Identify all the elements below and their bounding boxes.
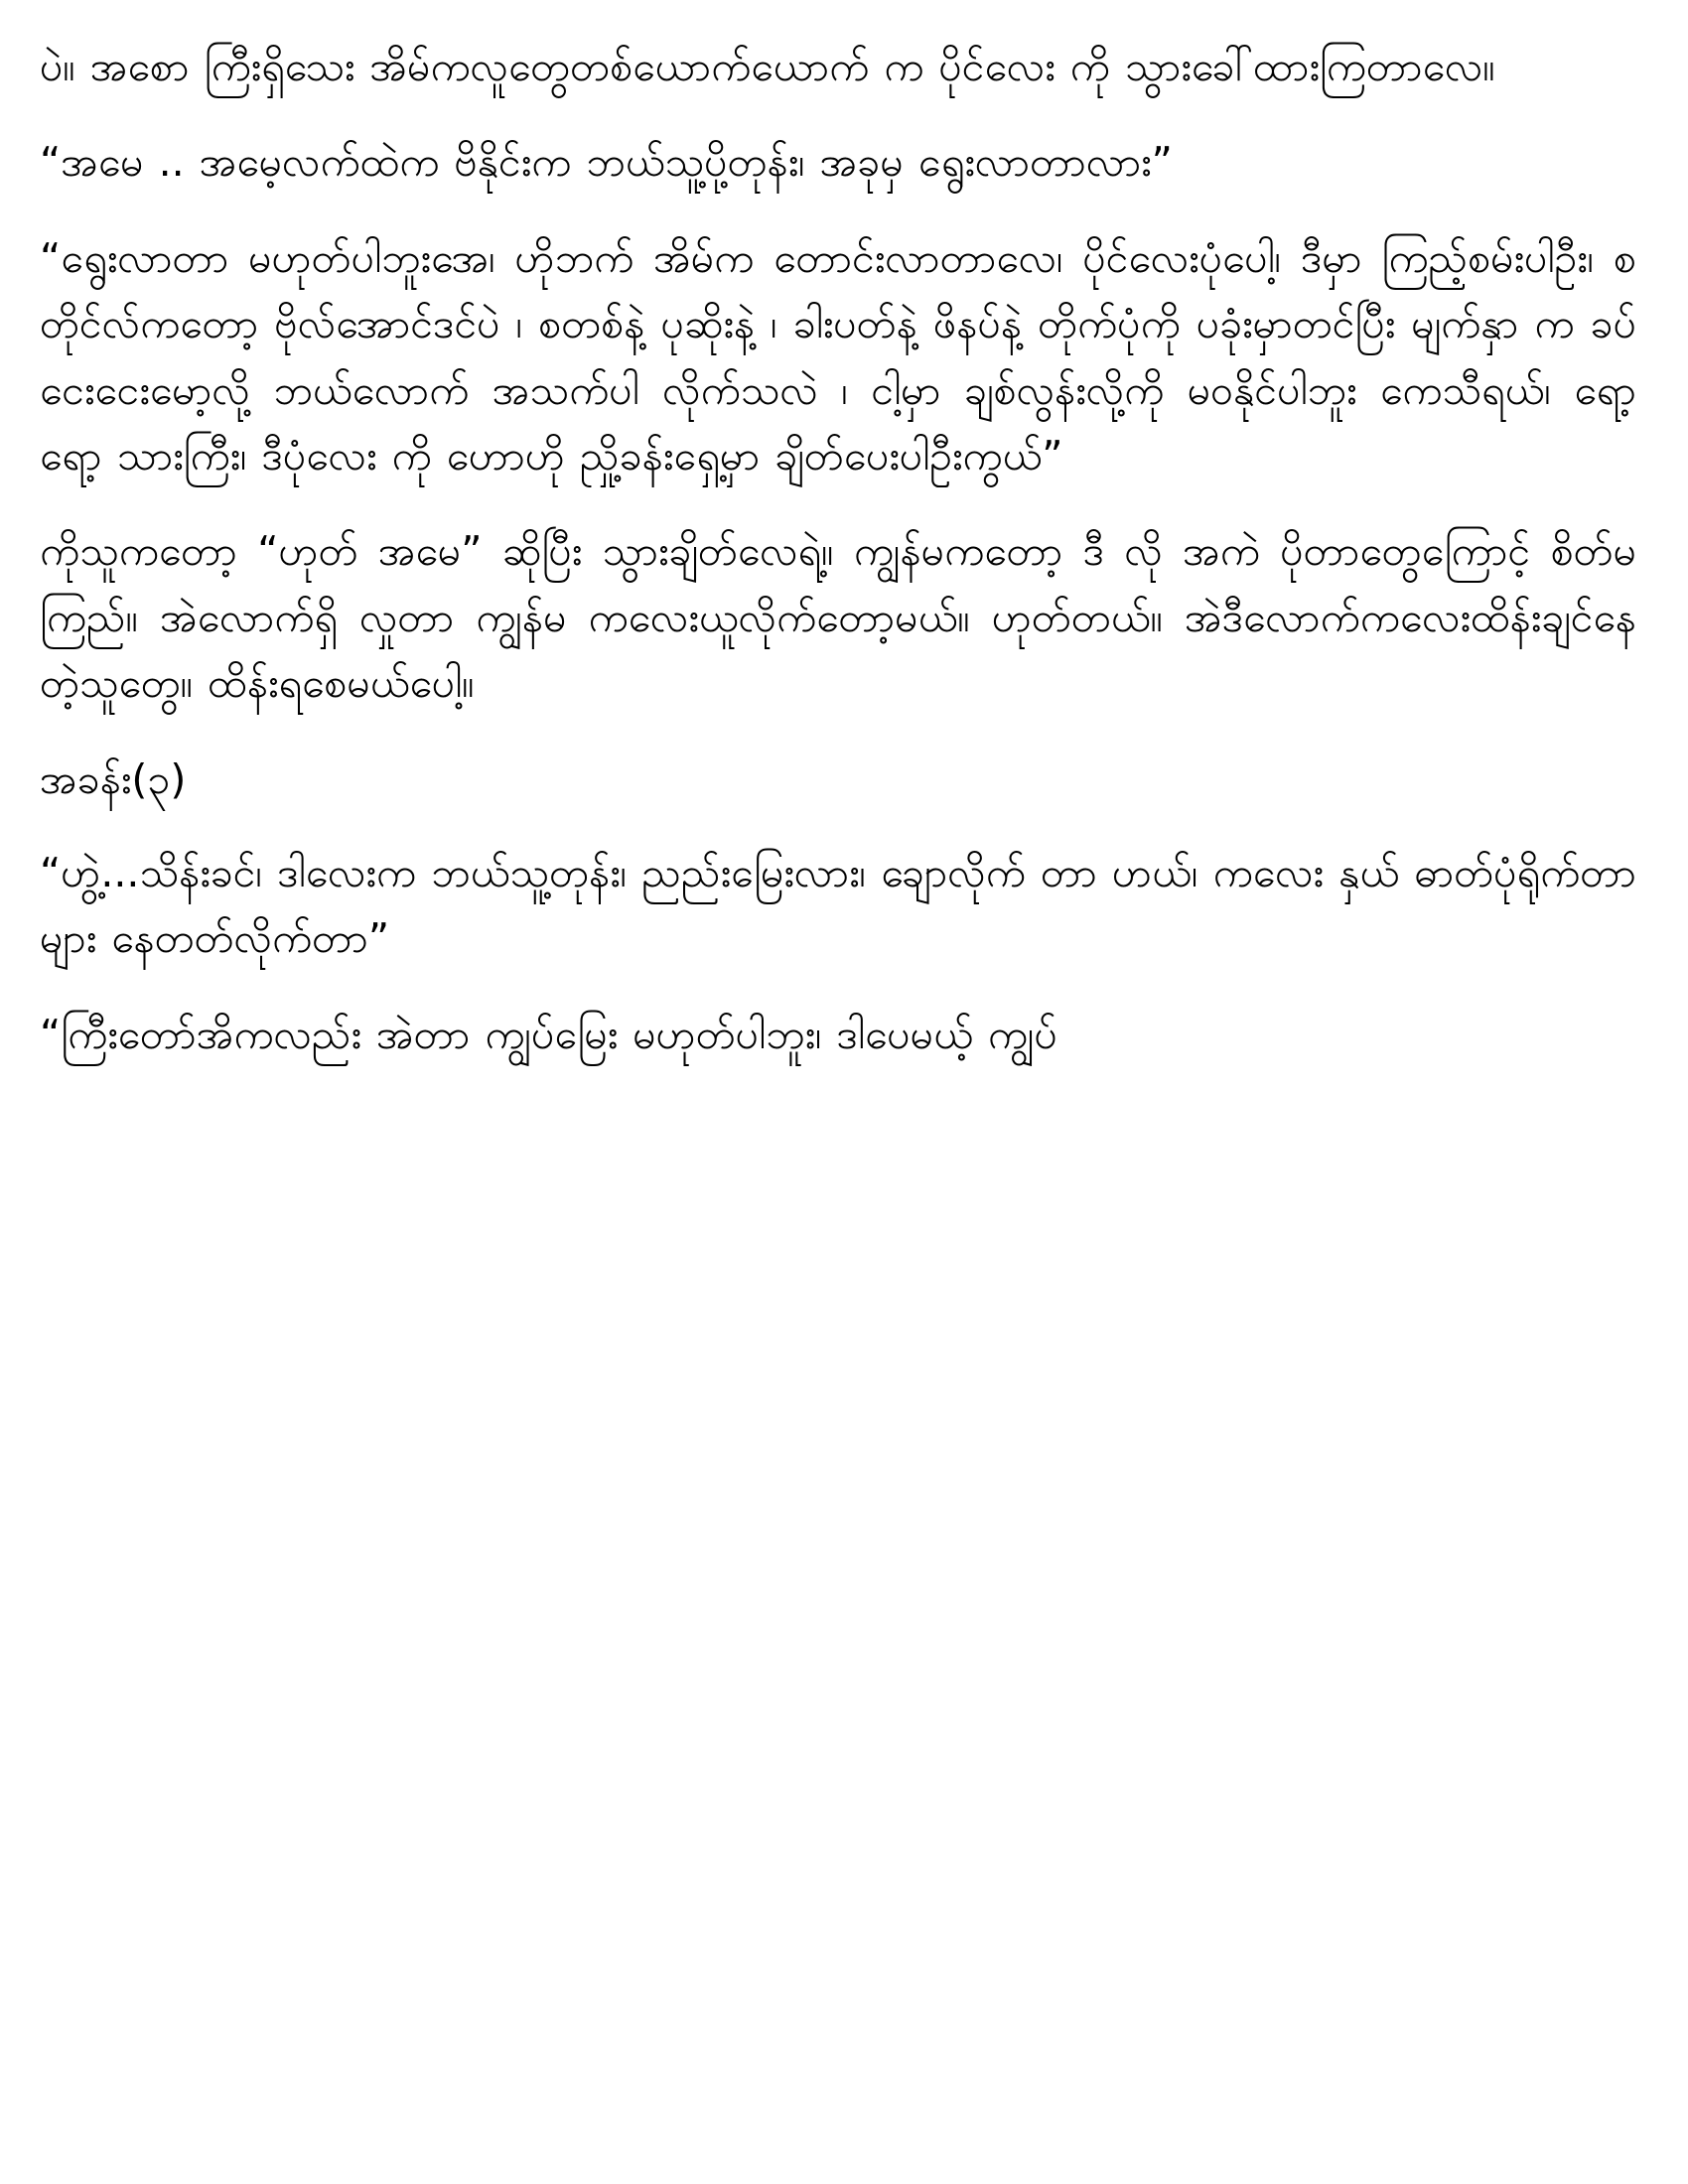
paragraph-1: ပဲ။ အစော ကြီးရှိသေး အိမ်ကလူတွေတစ်ယောက်ယောက် က ပိုင်လေး ကို သွားခေါ်ထားကြတာလေ။	[40, 43, 1495, 90]
paragraph-4-narrative: ကိုသူကတော့ “ဟုတ် အမေ” ဆိုပြီး သွားချိတ်လေရဲ့။ ကျွန်မကတော့ ဒီ လို အကဲ ပိုတာတွေကြောင့် စိတ်မကြည်။ အဲလောက်ရှိ လှုတာ ကျွန်မ ကလေးယူလိုက်တော့မယ်။ ဟုတ်တယ်။ အဲဒီလောက်ကလေးထိန်းချင်နေ တဲ့သူတွေ။ ထိန်းရစေမယ်ပေါ့။	[40, 527, 1636, 708]
chapter-heading: အခန်း(၃)	[40, 754, 187, 803]
paragraph-5-dialogue: “ဟွဲ့...သိန်းခင်၊ ဒါလေးက ဘယ်သူ့တုန်း၊ ညည်းမြေးလား၊ ချောလိုက် တာ ဟယ်၊ ကလေး နှယ် ဓာတ်ပုံရိုက်တာများ နေတတ်လိုက်တာ”	[40, 849, 1636, 963]
paragraph-3-dialogue: “ရွေးလာတာ မဟုတ်ပါဘူးအေ၊ ဟိုဘက် အိမ်က တောင်းလာတာလေ၊ ပိုင်လေးပုံပေါ့၊ ဒီမှာ ကြည့်စမ်းပါဦး၊ စတိုင်လ်ကတော့ ဗိုလ်အောင်ဒင်ပဲ ၊ စတစ်နဲ့ ပုဆိုးနဲ့ ၊ ခါးပတ်နဲ့ ဖိနပ်နဲ့ တိုက်ပုံကို ပခုံးမှာတင်ပြီး မျက်နှာ က ခပ်ငေးငေးမော့လို့ ဘယ်လောက် အသက်ပါ လိုက်သလဲ ၊ ငါ့မှာ ချစ်လွန်းလို့ကို မဝနိုင်ပါဘူး ကေသီရယ်၊ ရော့ ရော့ သားကြီး၊ ဒီပုံလေး ကို ဟောဟို ညှို့ခန်းရှေ့မှာ ချိတ်ပေးပါဦးကွယ်”	[40, 233, 1636, 480]
paragraph-6-dialogue: “ကြီးတော်အိကလည်း အဲတာ ကျွပ်မြေး မဟုတ်ပါဘူး၊ ဒါပေမယ့် ကျွပ်	[40, 1010, 1057, 1058]
paragraph-2-dialogue: “အမေ .. အမေ့လက်ထဲက ဗိနိုင်းက ဘယ်သူ့ပို့တုန်း၊ အခုမှ ရွေးလာတာလား”	[40, 138, 1173, 187]
